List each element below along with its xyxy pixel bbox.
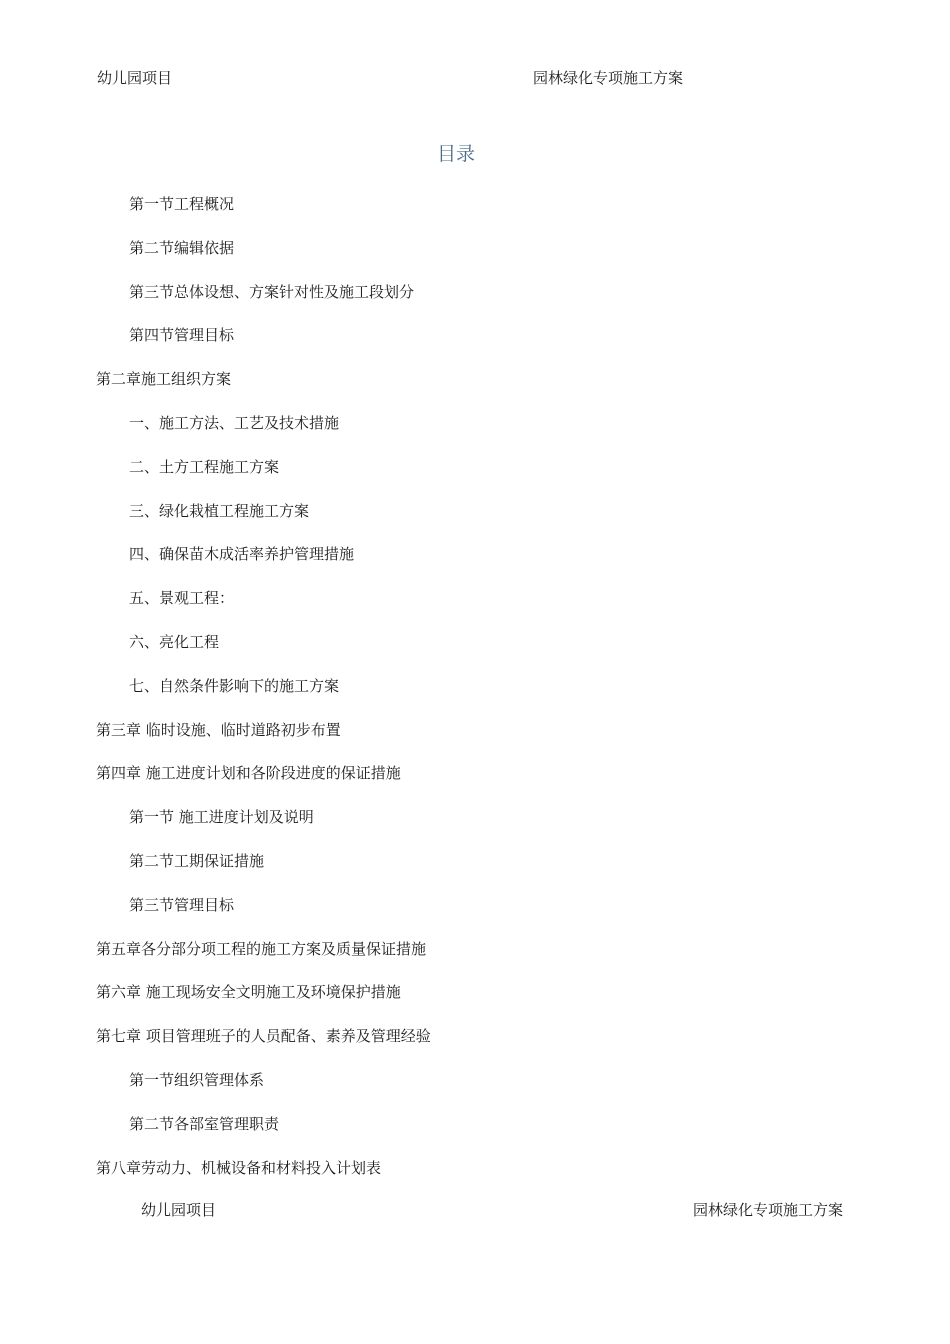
toc-section-entry[interactable]: 第一节组织管理体系 xyxy=(129,1070,265,1089)
toc-chapter-entry[interactable]: 第六章 施工现场安全文明施工及环境保护措施 xyxy=(96,983,401,1002)
toc-section-entry[interactable]: 第一节工程概况 xyxy=(129,195,235,213)
header-project-name: 幼儿园项目 xyxy=(97,69,173,87)
toc-chapter-entry[interactable]: 第二章施工组织方案 xyxy=(96,370,232,389)
toc-chapter-entry[interactable]: 第五章各分部分项工程的施工方案及质量保证措施 xyxy=(96,939,427,958)
toc-section-entry[interactable]: 第二节编辑依据 xyxy=(129,238,235,257)
toc-chapter-entry[interactable]: 第四章 施工进度计划和各阶段进度的保证措施 xyxy=(96,764,401,783)
toc-section-entry[interactable]: 第二节各部室管理职责 xyxy=(129,1114,280,1133)
toc-section-entry[interactable]: 二、土方工程施工方案 xyxy=(129,457,280,476)
toc-section-entry[interactable]: 六、亮化工程 xyxy=(129,632,220,651)
toc-section-entry[interactable]: 第一节 施工进度计划及说明 xyxy=(129,808,314,827)
toc-list xyxy=(0,194,900,1201)
toc-section-entry[interactable]: 五、景观工程： xyxy=(129,589,235,608)
toc-section-entry[interactable]: 四、确保苗木成活率养护管理措施 xyxy=(129,545,355,564)
toc-title: 目录 xyxy=(436,143,475,165)
toc-chapter-entry[interactable]: 第八章劳动力、机械设备和材料投入计划表 xyxy=(96,1158,382,1177)
footer-document-title: 园林绿化专项施工方案 xyxy=(693,1201,844,1219)
toc-chapter-entry[interactable]: 第七章 项目管理班子的人员配备、素养及管理经验 xyxy=(96,1027,431,1046)
header-document-title: 园林绿化专项施工方案 xyxy=(533,69,684,87)
toc-chapter-entry[interactable]: 第三章 临时设施、临时道路初步布置 xyxy=(96,720,341,739)
toc-section-entry[interactable]: 第二节工期保证措施 xyxy=(129,851,265,870)
toc-section-entry[interactable]: 三、绿化栽植工程施工方案 xyxy=(129,501,310,520)
toc-section-entry[interactable]: 第三节管理目标 xyxy=(129,895,235,914)
toc-section-entry[interactable]: 第三节总体设想、方案针对性及施工段划分 xyxy=(129,282,415,301)
toc-section-entry[interactable]: 第四节管理目标 xyxy=(129,326,235,345)
toc-section-entry[interactable]: 七、自然条件影响下的施工方案 xyxy=(129,676,340,695)
footer-project-name: 幼儿园项目 xyxy=(141,1201,217,1219)
toc-section-entry[interactable]: 一、施工方法、工艺及技术措施 xyxy=(129,413,340,432)
